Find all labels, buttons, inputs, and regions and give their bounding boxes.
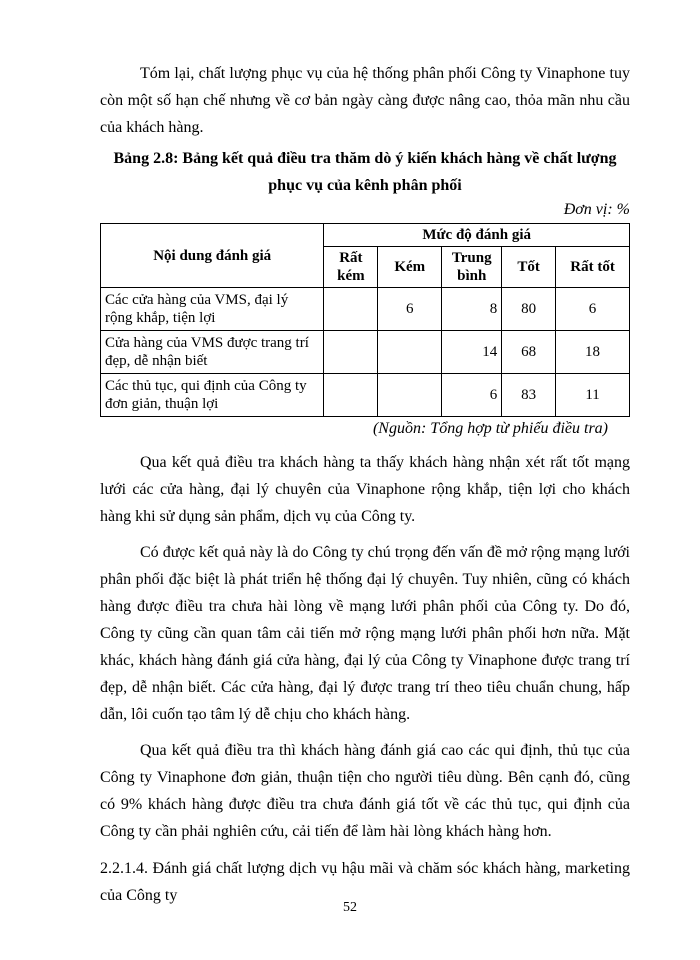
table-row [101,374,630,417]
cell-value: 6 [442,374,502,417]
row-content: Cửa hàng của VMS được trang trí đẹp, dễ nhận biết [101,331,324,374]
cell-value: 6 [378,288,442,331]
cell-value: 18 [556,331,630,374]
source-note: (Nguồn: Tổng hợp từ phiếu điều tra) [372,420,608,437]
cell-value [378,374,442,417]
cell-value [324,288,378,331]
cell-value [324,331,378,374]
unit-label: Đơn vị: % [563,201,630,218]
section-heading: 2.2.1.4. Đánh giá chất lượng dịch vụ hậu mãi và chăm sóc khách hàng, marketing của Công ty [100,860,630,904]
cell-value: 11 [556,374,630,417]
level-average: Trung bình [442,247,502,288]
survey-table [100,223,630,417]
header-level: Mức độ đánh giá [324,224,630,247]
cell-value [324,374,378,417]
paragraph-4: Qua kết quả điều tra thì khách hàng đánh giá cao các qui định, thủ tục của Công ty Vinaphone đơn giản, thuận tiện cho người tiêu dùng. Bên cạnh đó, cũng có 9% khách hàng được điều tra chưa đánh giá tốt về các thủ tục, qui định của Công ty cần phải nghiên cứu, cải tiến để làm hài lòng khách hàng hơn. [100,742,630,840]
level-poor: Kém [378,247,442,288]
cell-value: 80 [502,288,556,331]
paragraph-2: Qua kết quả điều tra khách hàng ta thấy khách hàng nhận xét rất tốt mạng lưới các cửa hàng, đại lý chuyên của Vinaphone rộng khắp, tiện lợi cho khách hàng khi sử dụng sản phẩm, dịch vụ của Công ty. [100,454,630,525]
cell-value: 8 [442,288,502,331]
intro-paragraph: Tóm lại, chất lượng phục vụ của hệ thống phân phối Công ty Vinaphone tuy còn một số hạn chế nhưng về cơ bản ngày càng được nâng cao, thỏa mãn nhu cầu của khách hàng. [100,65,630,136]
row-content: Các cửa hàng của VMS, đại lý rộng khắp, tiện lợi [101,288,324,331]
table-row [101,331,630,374]
table-row [101,288,630,331]
paragraph-3: Có được kết quả này là do Công ty chú trọng đến vấn đề mở rộng mạng lưới phân phối đặc biệt là phát triển hệ thống đại lý chuyên. Tuy nhiên, cũng có khách hàng được điều tra chưa hài lòng về mạng lưới phân phối của Công ty. Do đó, Công ty cũng cần quan tâm cải tiến mở rộng mạng lưới phân phối hơn nữa. Mặt khác, khách hàng đánh giá cửa hàng, đại lý của Công ty Vinaphone được trang trí đẹp, dễ nhận biết. Các cửa hàng, đại lý được trang trí theo tiêu chuẩn chung, hấp dẫn, lôi cuốn tạo tâm lý dễ chịu cho khách hàng. [100,544,630,723]
cell-value: 14 [442,331,502,374]
table-caption [100,145,630,199]
table-caption-line1: Bảng 2.8: Bảng kết quả điều tra thăm dò ý kiến khách hàng về chất lượng [113,150,617,167]
document-page [100,60,630,909]
page-number: 52 [343,900,357,915]
header-content: Nội dung đánh giá [101,224,324,288]
level-good: Tốt [502,247,556,288]
cell-value: 68 [502,331,556,374]
cell-value: 6 [556,288,630,331]
level-very-good: Rất tốt [556,247,630,288]
cell-value: 83 [502,374,556,417]
row-content: Các thủ tục, qui định của Công ty đơn giản, thuận lợi [101,374,324,417]
table-caption-line2: phục vụ của kênh phân phối [268,177,462,194]
cell-value [378,331,442,374]
level-very-poor: Rất kém [324,247,378,288]
